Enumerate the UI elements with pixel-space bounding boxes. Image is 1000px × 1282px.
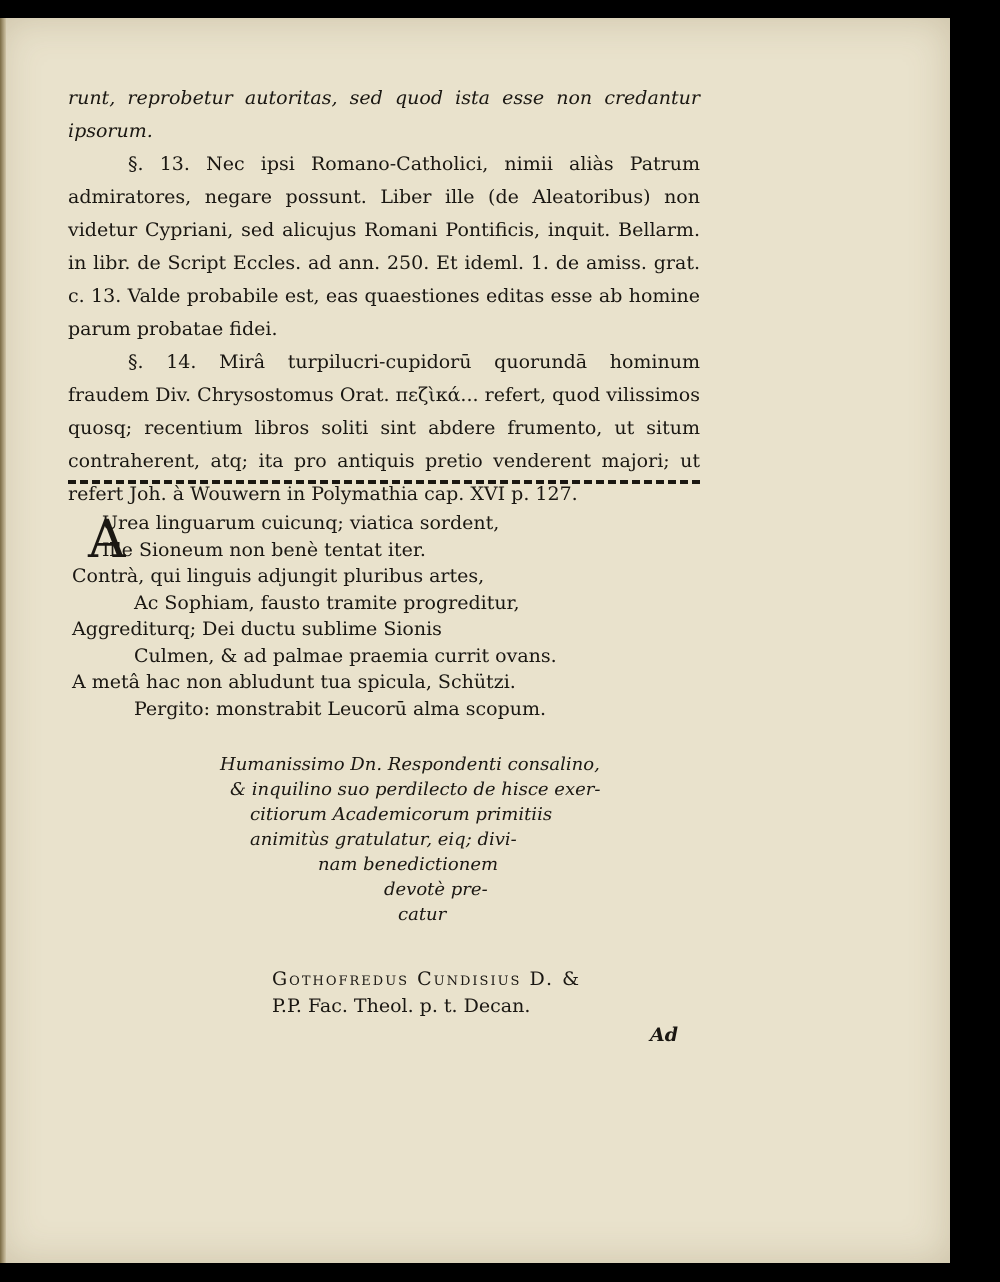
dedication-line: nam benedictionem — [318, 854, 499, 875]
catchword: Ad — [650, 1024, 679, 1046]
dedication-line: catur — [398, 904, 447, 925]
poem-line: Ac Sophiam, fausto tramite progreditur, — [134, 591, 520, 614]
poem-line: Ille Sioneum non benè tentat iter. — [102, 538, 426, 561]
poem-dropcap: A — [88, 510, 126, 570]
poem-line: Urea linguarum cuicunq; viatica sordent, — [102, 512, 500, 534]
book-spine-shadow — [0, 18, 6, 1263]
dedication-line: animitùs gratulatur, eiq; divi- — [250, 829, 517, 850]
paragraph-13-number: §. 13. — [128, 153, 190, 175]
dedication-line: citiorum Academicorum primitiis — [250, 804, 553, 825]
continuation-text: runt, reprobetur autoritas, sed quod ista esse non credantur ipsorum. — [68, 87, 700, 142]
dedication — [220, 752, 640, 927]
paragraph-14-text: Mirâ turpilucri-cupidorū quorundā hominum fraudem Div. Chrysostomus Orat. πεζὶκά... refert, quod vilissimos quosq; recentium libros soliti sint abdere frumento, ut situm contraherent, atq; ita pro antiquis pretio venderent majori; ut refert Joh. à Wouwern in Polymathia cap. XVI p. 127. — [68, 351, 700, 505]
poem-line: Aggrediturq; Dei ductu sublime Sionis — [72, 618, 442, 640]
poem-line: Pergito: monstrabit Leucorū alma scopum. — [134, 697, 547, 720]
paragraph-13 — [68, 148, 700, 346]
signature-name: Gothofredus Cundisius D. & — [272, 968, 582, 990]
paragraph-14-number: §. 14. — [128, 351, 197, 373]
paragraph-13-text: Nec ipsi Romano-Catholici, nimii aliàs Patrum admiratores, negare possunt. Liber ille (de Aleatoribus) non videtur Cypriani, sed alicujus Romani Pontificis, inquit. Bellarm. in libr. de Script Eccles. ad ann. 250. Et ideml. 1. de amiss. grat. c. 13. Valde probabile est, eas quaestiones editas esse ab homine parum probatae fidei. — [68, 153, 701, 340]
prose-section — [68, 82, 700, 511]
paragraph-14 — [68, 346, 700, 511]
dedication-line: Humanissimo Dn. Respondenti consalino, — [220, 754, 600, 775]
poem-line: Culmen, & ad palmae praemia currit ovans. — [134, 644, 557, 667]
dedication-line: devotè pre- — [384, 879, 488, 900]
signature — [272, 966, 712, 1020]
section-divider — [68, 480, 700, 484]
poem-line: Contrà, qui linguis adjungit pluribus artes, — [72, 565, 485, 587]
signature-title: P.P. Fac. Theol. p. t. Decan. — [272, 995, 531, 1017]
poem-line: A metâ hac non abludunt tua spicula, Schützi. — [72, 671, 516, 693]
dedication-line: & inquilino suo perdilecto de hisce exer- — [230, 779, 601, 800]
poem — [72, 510, 692, 722]
